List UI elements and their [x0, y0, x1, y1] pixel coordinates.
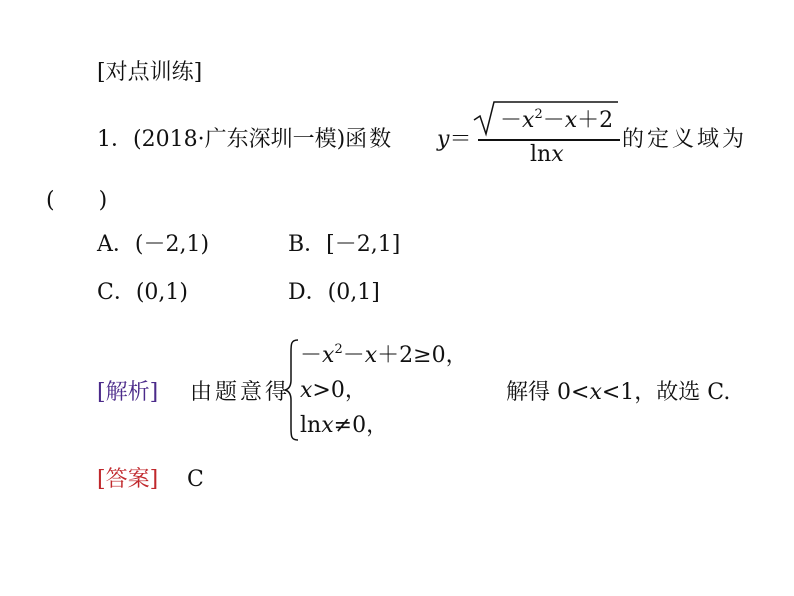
fraction-bar: [478, 139, 620, 141]
math-var: x: [364, 343, 378, 368]
numerator-x: x: [522, 108, 535, 133]
exponent: 2: [334, 342, 343, 357]
question-number: 1．: [97, 127, 133, 152]
option-value: (－2,1): [134, 232, 210, 257]
numerator-x: x: [564, 108, 578, 133]
option-letter: C．: [97, 280, 136, 305]
option-value: [－2,1]: [326, 232, 401, 257]
question-source: (2018·广东深圳一模): [133, 127, 346, 152]
option-value: (0,1): [135, 280, 188, 305]
fraction-numerator: [500, 108, 613, 137]
result-text: <1，故选 C.: [601, 380, 731, 405]
math-var: x: [322, 343, 335, 368]
system-line-1: [300, 343, 468, 372]
system-line-2: [300, 378, 367, 404]
option-d[interactable]: [288, 280, 380, 306]
math-text: >0，: [312, 378, 367, 403]
equals-sign: ＝: [449, 127, 472, 152]
system-line-3: [300, 413, 388, 439]
result-text: 解得 0<: [506, 380, 590, 405]
question-intro: [97, 127, 393, 153]
math-var: x: [300, 378, 313, 403]
analysis-label: [解析]: [97, 380, 159, 405]
question-suffix: 的定义域为: [622, 127, 748, 152]
section-label: [对点训练]: [97, 60, 203, 85]
y-variable: y: [437, 127, 450, 152]
option-letter: B．: [288, 232, 327, 257]
option-a[interactable]: [97, 232, 209, 258]
option-b[interactable]: [288, 232, 400, 258]
exponent: 2: [534, 107, 543, 122]
option-value: (0,1]: [327, 280, 380, 305]
math-text: ≠0，: [333, 413, 389, 438]
math-var: x: [589, 380, 602, 405]
question-prefix: 函数: [345, 127, 394, 152]
math-text: ln: [300, 413, 322, 438]
option-c[interactable]: [97, 280, 188, 306]
denominator-x: x: [551, 142, 564, 167]
math-text: ＋2≥0，: [377, 343, 468, 368]
ln-function: ln: [530, 142, 552, 167]
answer-value: C: [187, 467, 204, 492]
left-brace-icon: [284, 338, 300, 442]
option-letter: D．: [288, 280, 328, 305]
option-letter: A．: [97, 232, 135, 257]
answer-label: [答案]: [97, 467, 159, 492]
numerator-tail: ＋2: [577, 108, 614, 133]
math-text: －: [300, 343, 323, 368]
analysis-lead: 由题意得: [190, 380, 291, 405]
math-text: －: [342, 343, 365, 368]
answer-blank: ( ): [46, 188, 108, 213]
math-var: x: [321, 413, 334, 438]
fraction-denominator: [530, 142, 564, 168]
analysis-result: [506, 380, 730, 406]
minus-sign: －: [542, 108, 565, 133]
minus-sign: －: [500, 108, 523, 133]
function-lhs: [437, 127, 471, 153]
